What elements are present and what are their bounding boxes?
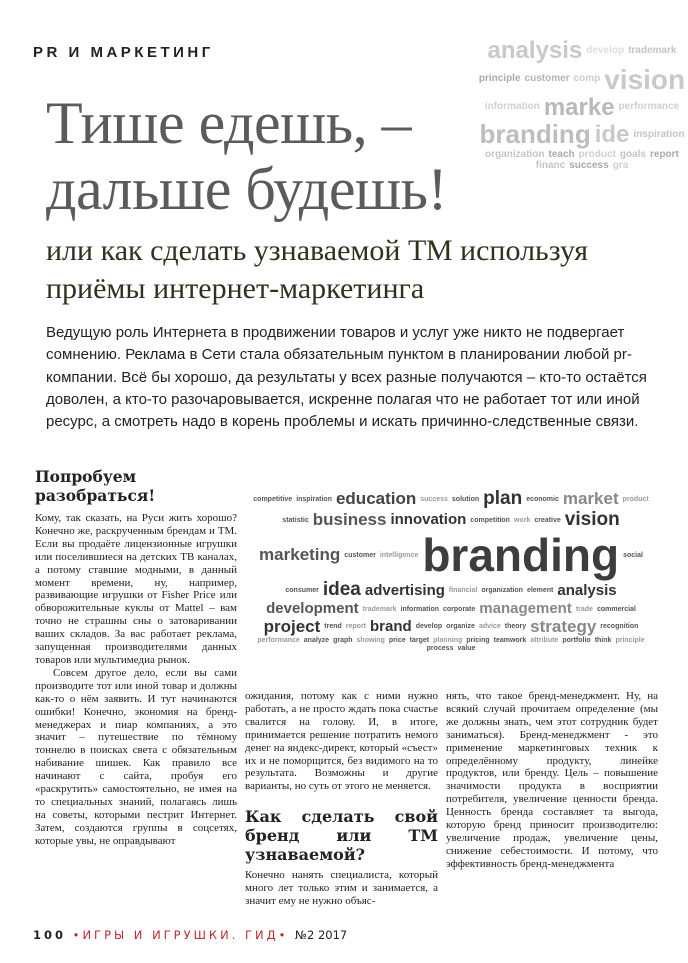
cloud-word: customer [524, 73, 570, 85]
cloud-word: economic [526, 495, 559, 503]
cloud-word: financial [448, 586, 478, 594]
issue-number: №2 2017 [295, 928, 348, 942]
cloud-word: inspiration [633, 128, 685, 140]
page-footer [33, 928, 347, 942]
cloud-word: teach [548, 148, 575, 160]
cloud-word: plan [483, 488, 523, 510]
cloud-word: success [569, 160, 609, 172]
cloud-word: teamwork [493, 637, 527, 644]
cloud-word: product [622, 495, 649, 503]
cloud-word: principle [478, 73, 521, 85]
column-3 [446, 690, 658, 871]
cloud-word: analysis [487, 37, 583, 65]
column-2 [245, 690, 438, 908]
cloud-word: organize [446, 623, 475, 631]
cloud-word: analysis [557, 581, 617, 599]
cloud-word: trend [324, 623, 342, 631]
cloud-word: corporate [443, 605, 476, 613]
paragraph: нять, что такое бренд-менеджмент. Ну, на всякий случай прочитаем определение (мы же должны знать, чем этот сотрудник будет заниматься). Бренд-менеджмент - это применение маркетинговых техник к определённому продукту, линейке продуктов, или бренду. Цель – повышение значимости продукта в восприятии потребителя, увеличение ценности бренда. Ценность бренда составляет та выгода, которую бренд приносит производителю: увеличение продаж, увеличение цены, снижение себестоимости. И потому, что эффективность бренд-менеджмента [446, 690, 658, 870]
cloud-word: branding [422, 529, 620, 582]
cloud-word: brand [370, 618, 412, 636]
cloud-word: develop [415, 623, 443, 631]
cloud-word: organization [485, 148, 545, 160]
cloud-word: price [388, 637, 406, 644]
cloud-word: success [420, 495, 448, 503]
cloud-word: product [578, 148, 616, 160]
subtitle-line: приёмы интернет-маркетинга [46, 272, 425, 305]
paragraph: Кому, так сказать, на Руси жить хорошо? Конечно же, раскрученным брендам и ТМ. Если вы продаёте лицензионные игрушки или поселившиеся на детских ТВ каналах, а потому ставшие модными, в данный момент времени, ну, например, развивающие игрушки от Fisher Price или обворожительные куклы от Mattel – вам точно не страшны сны о затоваривании ваших складов. За вас работает реклама, запущенная производителями данных товаров или мультимедиа рынок. [35, 512, 237, 666]
cloud-word: financ [535, 160, 566, 172]
cloud-word: solution [451, 495, 480, 503]
cloud-word: business [312, 510, 387, 530]
cloud-word: commercial [596, 605, 636, 613]
section-label: PR И МАРКЕТИНГ [33, 44, 214, 61]
cloud-word: performance [618, 101, 680, 113]
cloud-word: trademark [628, 44, 677, 56]
cloud-word: report [650, 148, 679, 160]
cloud-word: management [479, 600, 572, 618]
cloud-word: customer [344, 551, 376, 559]
article-title [46, 90, 447, 222]
cloud-word: innovation [390, 511, 467, 529]
cloud-word: value [457, 645, 476, 653]
cloud-word: trade [575, 605, 593, 613]
cloud-word: showing [356, 637, 385, 644]
cloud-word: develop [586, 44, 625, 56]
cloud-word: marketing [259, 545, 341, 565]
cloud-word: graph [333, 637, 353, 644]
title-line: Тише едешь, – [46, 90, 412, 156]
cloud-word: gra [612, 160, 629, 172]
cloud-word: intelligence [379, 551, 419, 559]
cloud-word: branding [479, 119, 591, 150]
cloud-word: advertising [364, 581, 445, 599]
cloud-word: report [345, 623, 367, 631]
cloud-word: work [513, 516, 531, 524]
cloud-word: vision [564, 509, 620, 531]
paragraph: Совсем другое дело, если вы сами производите тот или иной товар и должны как-то о нём заявить. И тут начинаются ошибки! Конечно, экономия на бренд-менеджерах и пиар компаниях, а это значит – путешествие по тёмному тоннелю в поисках света с обязательным набивание шишек. Как правило все начинают с сайта, пробуя его «раскрутить» самостоятельно, не имея на то специальных знаний, полагаясь лишь на советы, которыми пестрит Интернет. Затем, создаются группы в соцсетях, которые увы, не оправдывают [35, 666, 237, 847]
cloud-word: social [623, 551, 643, 559]
cloud-word: education [335, 489, 417, 509]
cloud-word: information [484, 101, 540, 113]
cloud-word: idea [322, 579, 361, 601]
cloud-word: theory [504, 623, 527, 631]
cloud-word: development [266, 600, 359, 618]
cloud-word: process [426, 645, 454, 653]
cloud-word: comp [573, 73, 601, 85]
page-number: 100 [33, 928, 67, 942]
cloud-word: marke [543, 94, 615, 122]
cloud-word: consumer [285, 586, 319, 594]
paragraph: Конечно нанять специалиста, который много лет только этим и занимается, а значит ему не нужно объяс- [245, 869, 438, 908]
cloud-word: statistic [282, 516, 309, 524]
title-line: дальше будешь! [46, 156, 447, 222]
cloud-word: think [594, 637, 612, 644]
cloud-word: attribute [530, 637, 559, 644]
magazine-name: •ИГРЫ И ИГРУШКИ. ГИД• [72, 928, 289, 942]
section-heading: Как сделать свой бренд или ТМ узнаваемой? [245, 807, 438, 865]
cloud-word: inspiration [296, 495, 332, 503]
cloud-word: element [526, 586, 554, 594]
cloud-word: analyze [303, 637, 330, 644]
cloud-word: advice [478, 623, 501, 631]
cloud-word: project [263, 617, 321, 637]
article-subtitle [46, 232, 588, 308]
cloud-word: market [562, 489, 619, 509]
cloud-word: competitive [253, 495, 293, 503]
cloud-word: trademark [362, 605, 397, 613]
cloud-word: portfolio [562, 637, 591, 644]
cloud-word: vision [604, 63, 686, 95]
cloud-word: information [400, 605, 439, 613]
column-1 [35, 467, 237, 848]
cloud-word: planning [433, 637, 463, 644]
paragraph: ожидания, потому как с ними нужно работать, а не просто ждать пока счастье свалится на голову. И, в итоге, принимается решение потратить немого денег на яндекс-директ, который «съест» их и не поморщится, без видимого на то результата. Возможны и другие варианты, но суть от этого не меняется. [245, 690, 438, 793]
decor-word-cloud [478, 2, 686, 208]
cloud-word: performance [257, 637, 300, 644]
cloud-word: recognition [600, 623, 639, 631]
cloud-word: organization [481, 586, 523, 594]
cloud-word: principle [615, 637, 645, 644]
subtitle-line: или как сделать узнаваемой ТМ используя [46, 234, 589, 267]
cloud-word: competition [470, 516, 510, 524]
cloud-word: strategy [530, 617, 597, 637]
cloud-word: goals [619, 148, 646, 160]
section-heading: Попробуем разобраться! [35, 467, 156, 505]
cloud-word: creative [534, 516, 561, 524]
branding-word-cloud-image [244, 460, 658, 682]
cloud-word: ide [594, 121, 630, 149]
cloud-word: target [409, 637, 430, 644]
article-intro: Ведущую роль Интернета в продвижении товаров и услуг уже никто не подвергает сомнению. Реклама в Сети стала обязательным пунктом в планировании любой pr-компании. Всё бы хорошо, да результаты у всех разные получаются – кто-то остаётся доволен, а кто-то разочаровывается, искренне полагая что не работает тот или иной ресурс, а смотреть надо в корень проблемы и искать причинно-следственные связи. [46, 324, 647, 431]
cloud-word: pricing [466, 637, 490, 644]
